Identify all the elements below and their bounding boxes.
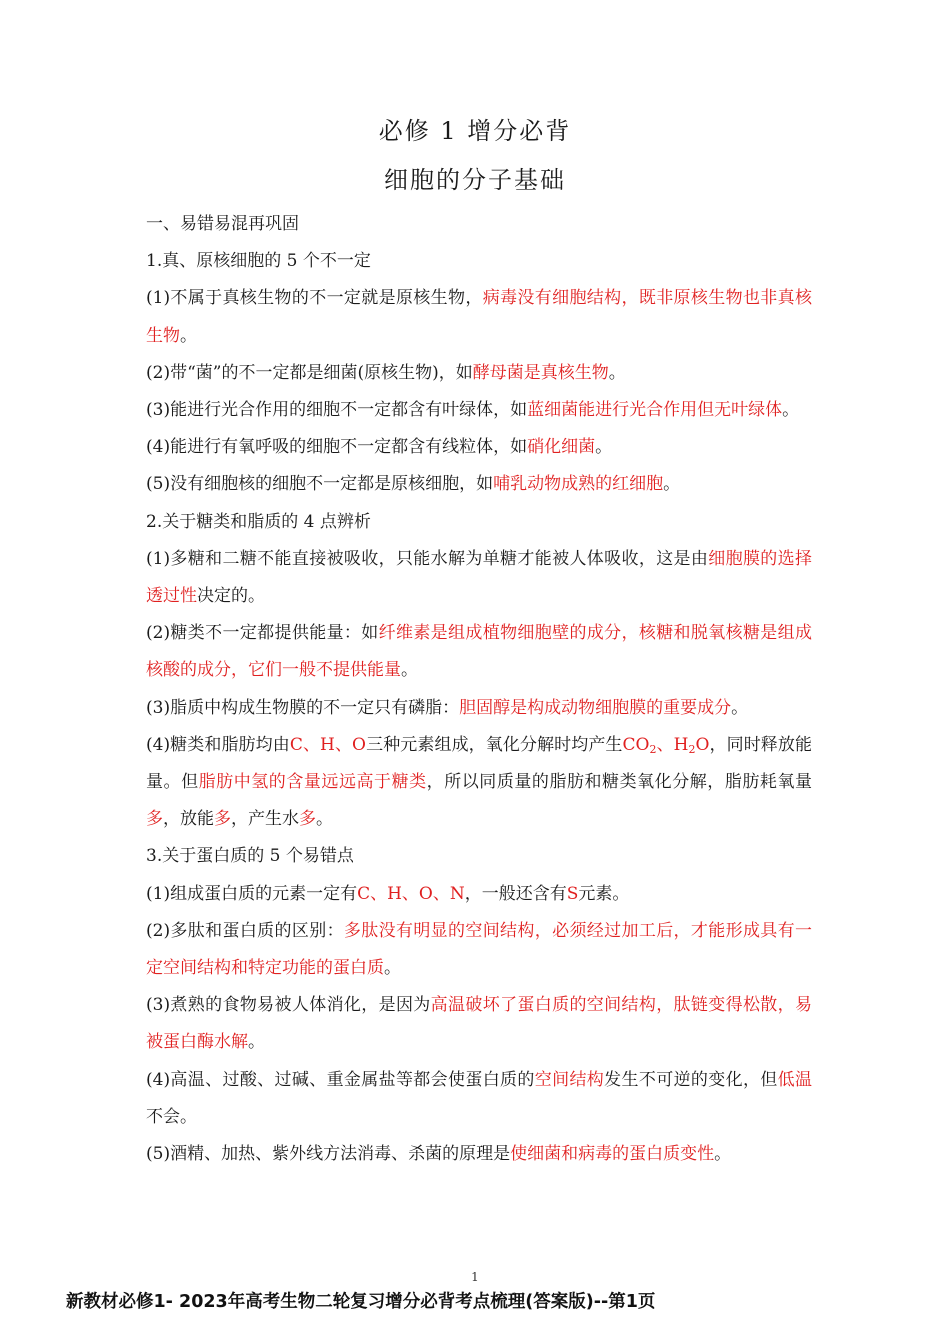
text: (3)煮熟的食物易被人体消化，是因为 <box>146 995 431 1016</box>
highlight-text: 哺乳动物成熟的红细胞 <box>493 474 664 495</box>
formula-part: O <box>695 734 710 755</box>
highlight-text: C、H、O <box>289 734 366 755</box>
heading-2: 2.关于糖类和脂质的 4 点辨析 <box>146 511 371 532</box>
highlight-text: 脂肪中氢的含量远远高于糖类 <box>198 771 427 792</box>
text: 元素。 <box>578 883 630 904</box>
paragraph-3-2 <box>146 913 812 987</box>
page-number: 1 <box>471 1270 479 1284</box>
paragraph-2-2 <box>146 615 812 689</box>
text: (1)多糖和二糖不能直接被吸收，只能水解为单糖才能被人体吸收，这是由 <box>146 548 709 569</box>
text: (3)能进行光合作用的细胞不一定都含有叶绿体，如 <box>146 399 528 420</box>
paragraph-3-4 <box>146 1062 812 1136</box>
paragraph-1-1 <box>146 280 812 354</box>
paragraph-3-1 <box>146 876 812 913</box>
text: (5)没有细胞核的细胞不一定都是原核细胞，如 <box>146 474 494 495</box>
text: 。 <box>384 957 401 978</box>
text: (1)组成蛋白质的元素一定有 <box>146 883 358 904</box>
paragraph-2-4 <box>146 727 812 839</box>
page-title: 必修 1 增分必背 <box>378 117 572 145</box>
highlight-text: S <box>566 883 579 904</box>
text: 不会。 <box>146 1106 197 1127</box>
highlight-text: 蓝细菌能进行光合作用但无叶绿体 <box>527 399 783 420</box>
paragraph-3-5 <box>146 1136 812 1173</box>
highlight-text: 多 <box>299 809 316 830</box>
highlight-text: 使细菌和病毒的蛋白质变性 <box>510 1143 715 1164</box>
text: ，产生水 <box>231 809 299 830</box>
heading-3: 3.关于蛋白质的 5 个易错点 <box>146 846 354 867</box>
highlight-text: 空间结构 <box>534 1069 605 1090</box>
formula-subscript: 2 <box>688 742 696 756</box>
text: (4)糖类和脂肪均由 <box>146 734 290 755</box>
paragraph-1-3 <box>146 392 812 429</box>
highlight-text: 高温破坏了蛋白质的空间结构，肽链变得松散，易被蛋白酶水解 <box>146 995 812 1053</box>
highlight-text: C、H、O、N <box>357 883 465 904</box>
paragraph-1-5 <box>146 466 812 503</box>
text: 决定的。 <box>197 585 265 606</box>
text: (3)脂质中构成生物膜的不一定只有磷脂： <box>146 697 460 718</box>
text: ，所以同质量的脂肪和糖类氧化分解，脂肪耗氧量 <box>426 771 813 792</box>
paragraph-1-4 <box>146 429 812 466</box>
paragraph-2-1 <box>146 541 812 615</box>
highlight-text: 多 <box>214 809 231 830</box>
highlight-text: 低温 <box>777 1069 813 1090</box>
text: 。 <box>782 399 800 420</box>
text: ，同时释放能量。但 <box>146 734 812 792</box>
highlight-text: 纤维素是组成植物细胞壁的成分，核糖和脱氧核糖是组成核酸的成分，它们一般不提供能量 <box>146 623 812 681</box>
highlight-text: 多肽没有明显的空间结构，必须经过加工后，才能形成具有一定空间结构和特定功能的蛋白质 <box>146 920 812 978</box>
highlight-text: 病毒没有细胞结构，既非原核生物也非真核生物 <box>146 288 812 346</box>
text: (1)不属于真核生物的不一定就是原核生物， <box>146 288 483 309</box>
paragraph-2-3 <box>146 690 812 727</box>
text: 三种元素组成，氧化分解时均产生 <box>366 734 623 755</box>
text: (2)带“菌”的不一定都是细菌(原核生物)，如 <box>146 362 473 383</box>
text: ，放能 <box>163 809 214 830</box>
document-body <box>146 206 812 1173</box>
text: 。 <box>595 437 613 458</box>
paragraph-1-2 <box>146 355 812 392</box>
section-heading: 一、易错易混再巩固 <box>146 214 299 234</box>
text: (5)酒精、加热、紫外线方法消毒、杀菌的原理是 <box>146 1143 511 1164</box>
highlight-text: 酵母菌是真核生物 <box>472 362 609 383</box>
text: (4)高温、过酸、过碱、重金属盐等都会使蛋白质的 <box>146 1069 535 1090</box>
formula-subscript: 2 <box>649 742 657 756</box>
highlight-text: 细胞膜的选择透过性 <box>146 548 812 606</box>
highlight-text: 硝化细菌 <box>527 437 596 458</box>
text: 发生不可逆的变化，但 <box>604 1069 778 1090</box>
text: 。 <box>401 660 418 681</box>
text: 。 <box>731 697 749 718</box>
text: 。 <box>608 362 626 383</box>
paragraph-3-3 <box>146 987 812 1061</box>
text: 。 <box>663 474 681 495</box>
highlight-text: 多 <box>146 809 163 830</box>
document-footer: 新教材必修1- 2023年高考生物二轮复习增分必背考点梳理(答案版)--第1页 <box>66 1292 656 1312</box>
formula-part: 、H <box>656 734 689 755</box>
heading-1: 1.真、原核细胞的 5 个不一定 <box>146 251 371 272</box>
text: 。 <box>180 325 197 346</box>
text: 。 <box>714 1143 732 1164</box>
highlight-text: 胆固醇是构成动物细胞膜的重要成分 <box>459 697 732 718</box>
text: 。 <box>248 1032 265 1053</box>
text: (2)多肽和蛋白质的区别： <box>146 920 344 941</box>
text: (2)糖类不一定都提供能量：如 <box>146 623 379 644</box>
formula-co2 <box>623 735 710 755</box>
text: 。 <box>316 809 333 830</box>
formula-part: CO <box>622 734 650 755</box>
text: (4)能进行有氧呼吸的细胞不一定都含有线粒体，如 <box>146 437 528 458</box>
text: ，一般还含有 <box>464 883 567 904</box>
page-subtitle: 细胞的分子基础 <box>384 166 566 194</box>
